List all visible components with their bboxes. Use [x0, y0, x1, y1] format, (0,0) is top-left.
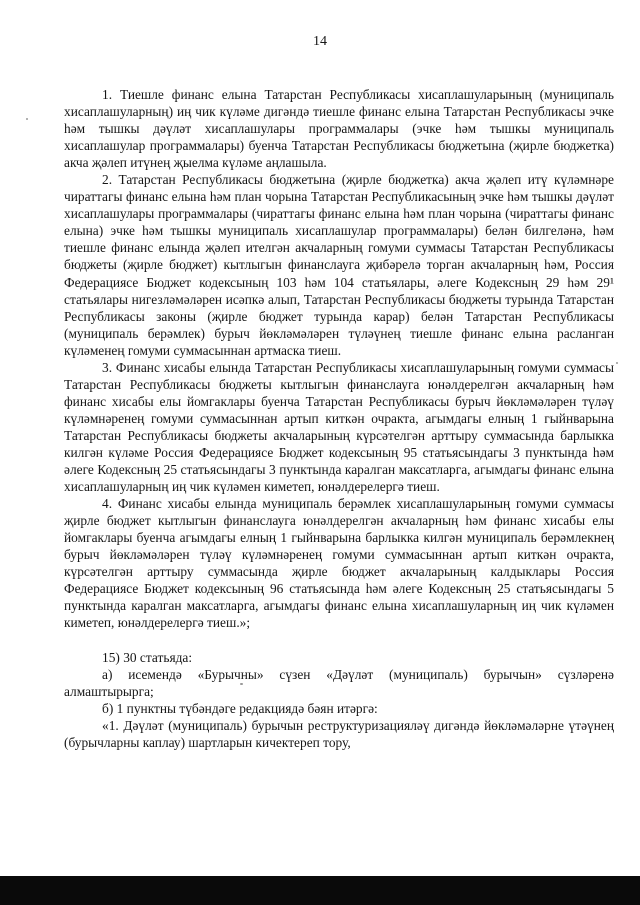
- paragraph-3: 3. Финанс хисабы елында Татарстан Республикасы хисаплашуларының гомуми суммасы Татарстан Республикасы бюджеты кытлыгын финанслауга юнәлдерелгән акчаларның һәм финанс хисабы елы йомгаклары буенча Татарстан Республикасы бурыч йөкләмәләрен түләү күләмнәренең гомуми суммасыннан артып киткән очракта, агымдагы елның 1 гыйнварына Татарстан Республикасы бюджеты акчаларының күрсәтелгән арттыру суммасында барлыкка килгән күләме Россия Федерациясе Бюджет кодексының 95 статьясындагы 3 пунктында һәм әлеге Кодексның 25 статьясындагы 3 пунктында каралган максатларга, агымдагы финанс елына хисаплашуларның иң чик күләмен киметеп, юнәлдерелергә тиеш.: [64, 359, 614, 495]
- paragraph-1: 1. Тиешле финанс елына Татарстан Республикасы хисаплашуларының (муниципаль хисаплашуларның) иң чик күләме дигәндә тиешле финанс елына Татарстан Республикасы эчке һәм тышкы дәүләт хисаплашулары программалары (эчке һәм тышкы муниципаль хисаплашулар программалары) буенча Татарстан Республикасы бюджетына (җирле бюджетка) акча җәлеп итүнең җыелма күләме аңлашыла.: [64, 87, 614, 171]
- document-body: [64, 86, 614, 751]
- paragraph-item-b: б) 1 пунктны түбәндәге редакциядә бәян итәргә:: [102, 700, 378, 716]
- scan-speck: [26, 118, 28, 120]
- scan-speck: [616, 362, 618, 364]
- paragraph-2: 2. Татарстан Республикасы бюджетына (җирле бюджетка) акча җәлеп итү күләмнәре чираттагы финанс елына һәм план чорына Татарстан Республикасының эчке һәм тышкы дәүләт хисаплашулары программалары (чираттагы финанс елына һәм план чорына (чираттагы финанс елына) эчке һәм тышкы муниципаль хисаплашулар программалары) белән билгеләнә, һәм тиешле финанс елында җәлеп ителгән акчаларның гомуми суммасы Татарстан Республикасы бюджеты (җирле бюджет) кытлыгын финанслауга җибәрелә торган акчаларның һәм, Россия Федерациясе Бюджет кодексының 103 һәм 104 статьялары, әлеге Кодексның 29 һәм 29¹ статьялары нигезләмәләрен исәпкә алып, Татарстан Республикасы бюджеты турында Татарстан Республикасы законы (җирле бюджет турында карар) белән Татарстан Республикасы (муниципаль берәмлек) бурыч йөкләмәләрен түләүнең тиешле финанс елына расланган күләменең гомуми суммасыннан артмаска тиеш.: [64, 172, 614, 358]
- page-number: 14: [313, 34, 327, 49]
- paragraph-item-15: 15) 30 статьяда:: [102, 649, 193, 665]
- paragraph-spacer: [64, 632, 614, 649]
- paragraph-item-a: а) исемендә «Бурычны» сүзен «Дәүләт (муниципаль) бурычын» сүзләренә алмаштырырга;: [64, 666, 614, 699]
- scan-speck: [240, 683, 243, 685]
- scan-bottom-border: [0, 876, 640, 905]
- paragraph-4: 4. Финанс хисабы елында муниципаль берәмлек хисаплашуларының гомуми суммасы җирле бюджет кытлыгын финанслауга юнәлдерелгән акчаларның һәм финанс хисабы елы йомгаклары буенча агымдагы елның 1 гыйнварына барлыкка килгән муниципаль берәмлекнең бурыч йөкләмәләрен түләү күләмнәренең гомуми суммасыннан артып киткән очракта, күрсәтелгән арттыру суммасында җирле бюджет акчаларының калдыклары Россия Федерациясе Бюджет кодексының 96 статьясында һәм әлеге Кодексның 25 статьясындагы 5 пунктында каралган максатларга, агымдагы финанс елына хисаплашуларның иң чик күләмен киметеп, юнәлдерелергә тиеш.»;: [64, 496, 614, 631]
- paragraph-quote-1: «1. Дәүләт (муниципаль) бурычын реструктуризацияләү дигәндә йөкләмәләрне үтәүнең (бурычларны каплау) шартларын кичектереп тору,: [64, 717, 614, 750]
